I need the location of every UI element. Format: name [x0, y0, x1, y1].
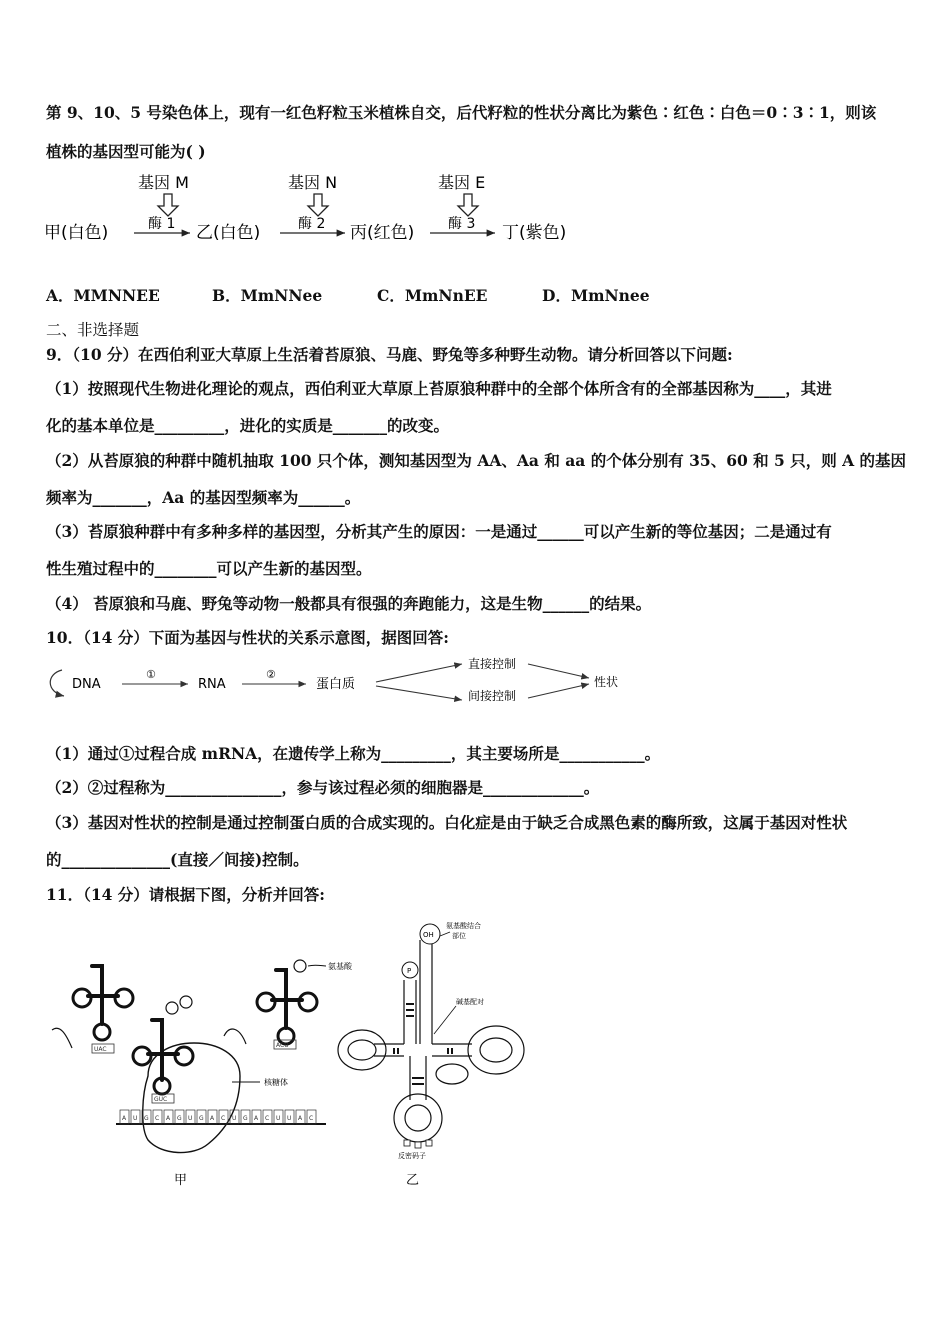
- q10-part3-line1: （3）基因对性状的控制是通过控制蛋白质的合成实现的。白化症是由于缺乏合成黑色素的酶所致，这属于基因对性状: [46, 813, 848, 832]
- dna-label: DNA: [72, 677, 101, 692]
- substance-yi: 乙(白色): [196, 223, 261, 243]
- mrna-base: G: [144, 1115, 149, 1122]
- translation-figure: [44, 944, 352, 1194]
- mrna-base: A: [122, 1115, 127, 1122]
- protein-label: 蛋白质: [316, 677, 356, 692]
- mrna-base: C: [155, 1115, 160, 1122]
- p-label: P: [407, 967, 412, 975]
- anticodon-1: UAC: [94, 1046, 107, 1053]
- q10-part2: （2）②过程称为_______________，参与该过程必须的细胞器是_____________。: [46, 778, 600, 797]
- option-c: C．MmNnEE: [377, 286, 488, 305]
- anticodon-3: ACU: [276, 1042, 289, 1049]
- q10-head: 10．（14 分）下面为基因与性状的关系示意图，据图回答:: [46, 628, 450, 647]
- q9-part2-line1: （2）从苔原狼的种群中随机抽取 100 只个体，测知基因型为 AA、Aa 和 aa 的个体分别有 35、60 和 5 只，则 A 的基因: [46, 451, 907, 470]
- option-d: D．MmNnee: [542, 286, 650, 305]
- mrna-base: C: [309, 1115, 314, 1122]
- gene-n-label: 基因 N: [288, 173, 338, 192]
- q9-part2-line2: 频率为_______，Aa 的基因型频率为______。: [46, 488, 361, 507]
- binding-site-label: 氨基酸结合: [446, 922, 481, 930]
- mrna-base: A: [166, 1115, 171, 1122]
- mrna-base: U: [188, 1115, 193, 1122]
- q9-part1-line1: （1）按照现代生物进化理论的观点，西伯利亚大草原上苔原狼种群中的全部个体所含有的全部基因称为____，其进: [46, 379, 832, 398]
- mrna-base: G: [199, 1115, 204, 1122]
- base-pair-label: 碱基配对: [456, 998, 484, 1006]
- figure-b-caption: 乙: [406, 1173, 420, 1188]
- binding-site-label-2: 部位: [452, 932, 466, 940]
- q11-head: 11．（14 分）请根据下图，分析并回答:: [46, 885, 326, 904]
- q8-stem-line1: 第 9、10、5 号染色体上，现有一红色籽粒玉米植株自交，后代籽粒的性状分离比为紫色∶红色∶白色＝0∶3∶1，则该: [46, 103, 877, 122]
- q9-head: 9．（10 分）在西伯利亚大草原上生活着苔原狼、马鹿、野兔等多种野生动物。请分析回答以下问题:: [46, 345, 733, 364]
- q9-part3-line2: 性生殖过程中的________可以产生新的基因型。: [46, 559, 372, 578]
- trna-structure-figure: [334, 914, 544, 1194]
- step1-label: ①: [146, 668, 156, 681]
- ribosome-label: 核糖体: [264, 1078, 288, 1087]
- figure-a-caption: 甲: [174, 1173, 188, 1188]
- mrna-base: U: [133, 1115, 138, 1122]
- mrna-base: A: [254, 1115, 259, 1122]
- section-title: 二、非选择题: [46, 321, 140, 339]
- amino-acid-label: 氨基酸: [328, 962, 352, 971]
- mrna-base: C: [221, 1115, 226, 1122]
- gene-e-label: 基因 E: [438, 173, 486, 192]
- substance-jia: 甲(白色): [44, 223, 109, 243]
- direct-control-label: 直接控制: [468, 657, 517, 671]
- substance-ding: 丁(紫色): [502, 223, 567, 243]
- gene-m-label: 基因 M: [138, 173, 189, 192]
- gene-trait-diagram: [44, 656, 644, 708]
- mrna-base: A: [298, 1115, 303, 1122]
- mrna-base: U: [276, 1115, 281, 1122]
- q8-stem-line2: 植株的基因型可能为( ): [46, 142, 206, 161]
- substance-bing: 丙(红色): [350, 223, 415, 243]
- option-a: A．MMNNEE: [46, 286, 160, 305]
- enzyme-2-label: 酶 2: [298, 216, 326, 232]
- trait-label: 性状: [594, 675, 619, 689]
- anticodon-2: GUC: [154, 1096, 168, 1103]
- rna-label: RNA: [198, 677, 226, 692]
- oh-label: OH: [423, 931, 434, 939]
- mrna-base: U: [287, 1115, 292, 1122]
- mrna-base: U: [232, 1115, 237, 1122]
- mrna-base: G: [177, 1115, 182, 1122]
- mrna-base: C: [265, 1115, 270, 1122]
- enzyme-3-label: 酶 3: [448, 216, 476, 232]
- q9-part3-line1: （3）苔原狼种群中有多种多样的基因型，分析其产生的原因：一是通过______可以产生新的等位基因；二是通过有: [46, 522, 832, 541]
- anticodon-label: 反密码子: [398, 1152, 426, 1160]
- mrna-base: G: [243, 1115, 248, 1122]
- q9-part4: （4） 苔原狼和马鹿、野兔等动物一般都具有很强的奔跑能力，这是生物______的结果。: [46, 594, 652, 613]
- q9-part1-line2: 化的基本单位是_________，进化的实质是_______的改变。: [46, 416, 450, 435]
- indirect-control-label: 间接控制: [468, 689, 517, 703]
- q10-part1: （1）通过①过程合成 mRNA，在遗传学上称为_________，其主要场所是___________。: [46, 744, 661, 763]
- step2-label: ②: [266, 668, 276, 681]
- q10-part3-line2: 的______________(直接／间接)控制。: [46, 850, 309, 869]
- metabolic-pathway-diagram: [40, 168, 600, 254]
- enzyme-1-label: 酶 1: [148, 216, 176, 232]
- option-b: B．MmNNee: [212, 286, 323, 305]
- mrna-base: A: [210, 1115, 215, 1122]
